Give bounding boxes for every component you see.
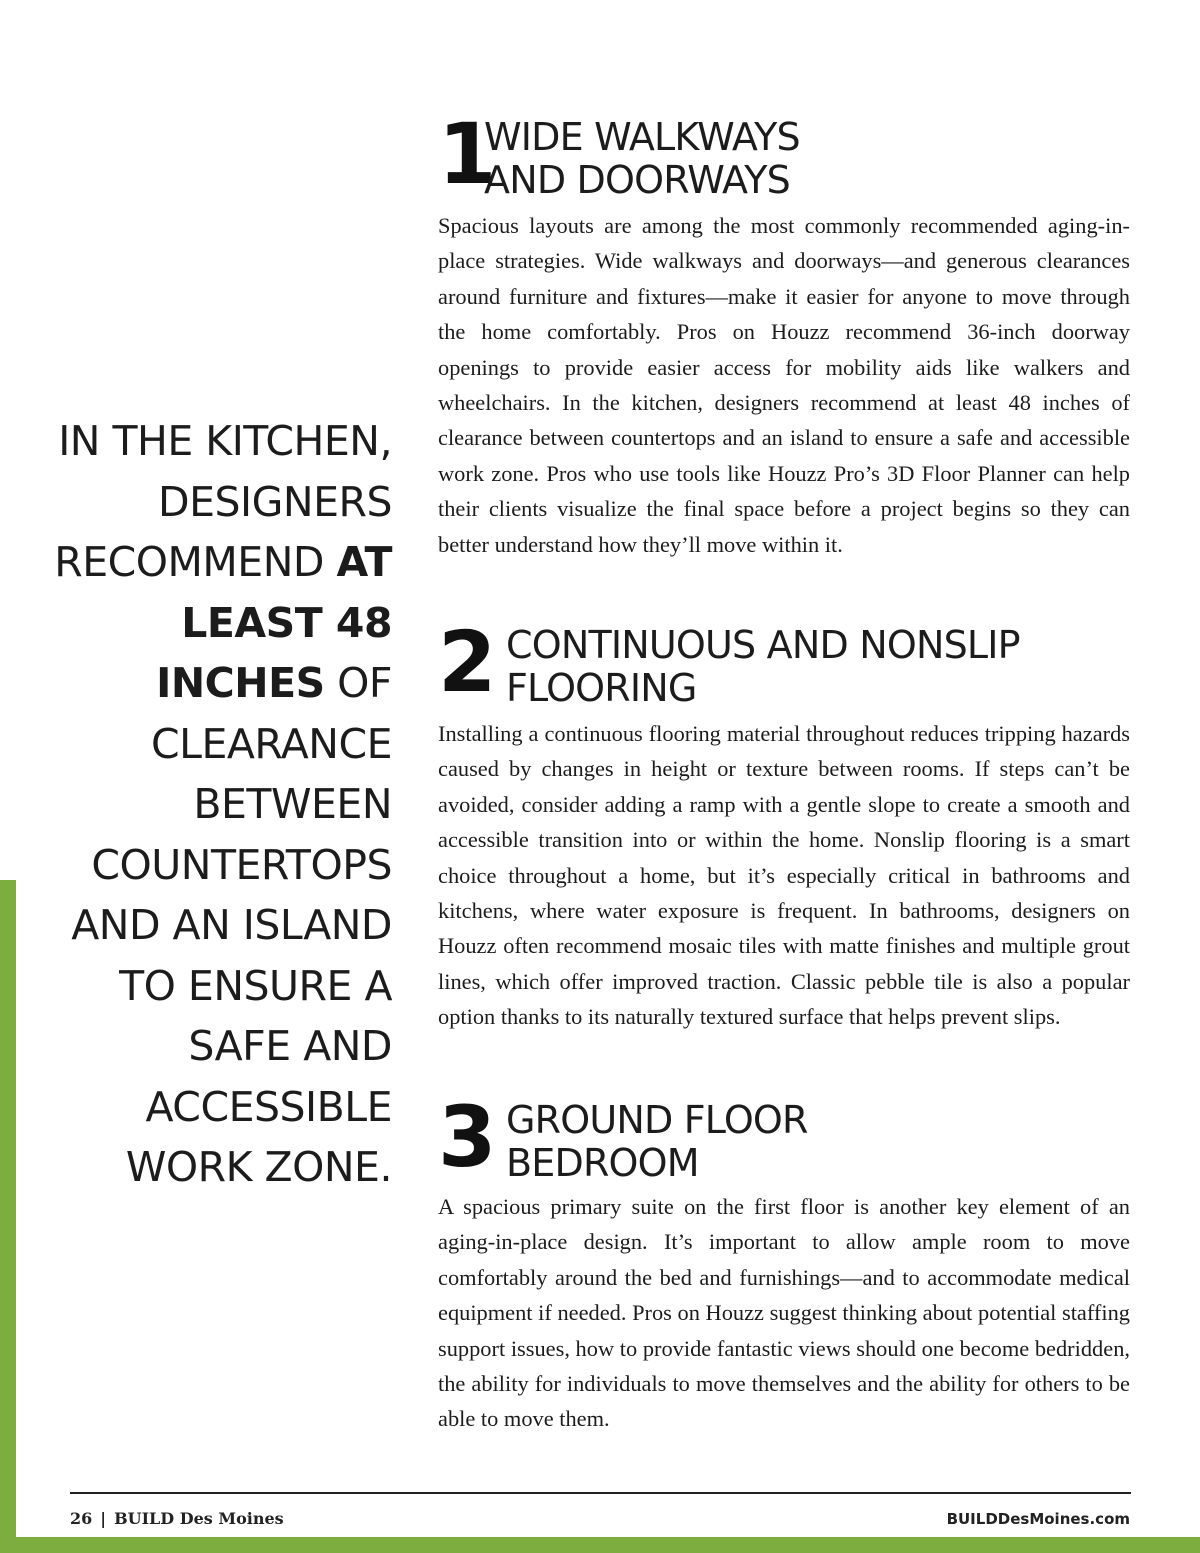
section-2-number: 2 [438,613,493,711]
section-1-heading [438,105,1130,203]
section-1-title [484,116,800,202]
section-1-title-line-1: WIDE WALKWAYS [484,115,800,159]
section-2-body: Installing a continuous flooring material throughout reduces tripping hazards caused by changes in height or texture between rooms. If steps can’t be avoided, consider adding a ramp with a gentle slope to create a smooth and accessible transition into or within the home. Nonslip flooring is a smart choice throughout a home, but it’s especially critical in bathrooms and kitchens, where water exposure is frequent. In bathrooms, designers on Houzz often recommend mosaic tiles with matte finishes and multiple grout lines, which offer improved traction. Classic pebble tile is also a popular option thanks to its naturally textured surface that helps prevent slips. [438,721,1130,1030]
section-2-title-line-1: CONTINUOUS AND NONSLIP [506,623,1020,667]
section-1-title-line-2: AND DOORWAYS [484,158,790,202]
section-1-body: Spacious layouts are among the most commonly recommended aging-in-place strategies. Wide walkways and doorways—and generous clearances around furniture and fixtures—make it easier for anyone to move through the home comfortably. Pros on Houzz recommend 36-inch doorway openings to provide easier access for mobility aids like walkers and wheelchairs. In the kitchen, designers recommend at least 48 inches of clearance between countertops and an island to ensure a safe and accessible work zone. Pros who use tools like Houzz Pro’s 3D Floor Planner can help their clients visualize the final space before a project begins so they can better understand how they’ll move within it. [438,213,1130,557]
section-2-title [506,624,1020,710]
section-3-title-line-2: BEDROOM [506,1141,699,1185]
section-3-number: 3 [438,1088,493,1186]
section-2-heading [438,613,1130,711]
section-3-heading [438,1088,1130,1186]
footer-folio [70,1509,284,1528]
pull-quote-text-end: OF CLEARANCE BETWEEN COUNTERTOPS AND AN ISLAND TO ENSURE A SAFE AND ACCESSIBLE WORK ZONE. [71,659,392,1191]
pull-quote-emphasis: AT LEAST 48 INCHES [156,538,392,707]
section-1-number: 1 [438,105,493,203]
footer-separator: | [100,1509,107,1528]
pull-quote-text-start: IN THE KITCHEN, DESIGNERS RECOMMEND [54,417,392,586]
section-3-body: A spacious primary suite on the first floor is another key element of an aging-in-place design. It’s important to allow ample room to move comfortably around the bed and furnishings—and to accommodate medical equipment if needed. Pros on Houzz suggest thinking about potential staffing support issues, how to provide fantastic views should one become bedridden, the ability for individuals to move themselves and the ability for others to be able to move them. [438,1194,1130,1432]
footer-website: BUILDDesMoines.com [946,1510,1130,1528]
section-2-title-line-2: FLOORING [506,666,697,710]
section-1 [438,105,1130,562]
page-number: 26 [70,1509,93,1528]
pull-quote [40,411,392,1198]
section-3-title-line-1: GROUND FLOOR [506,1098,808,1142]
section-3-title [506,1099,808,1185]
green-accent-bar-left [0,880,16,1553]
section-2 [438,613,1130,1035]
publication-name: BUILD Des Moines [114,1509,284,1528]
footer-divider [70,1492,1131,1494]
green-accent-bar-bottom [0,1537,1200,1553]
section-3 [438,1088,1130,1437]
